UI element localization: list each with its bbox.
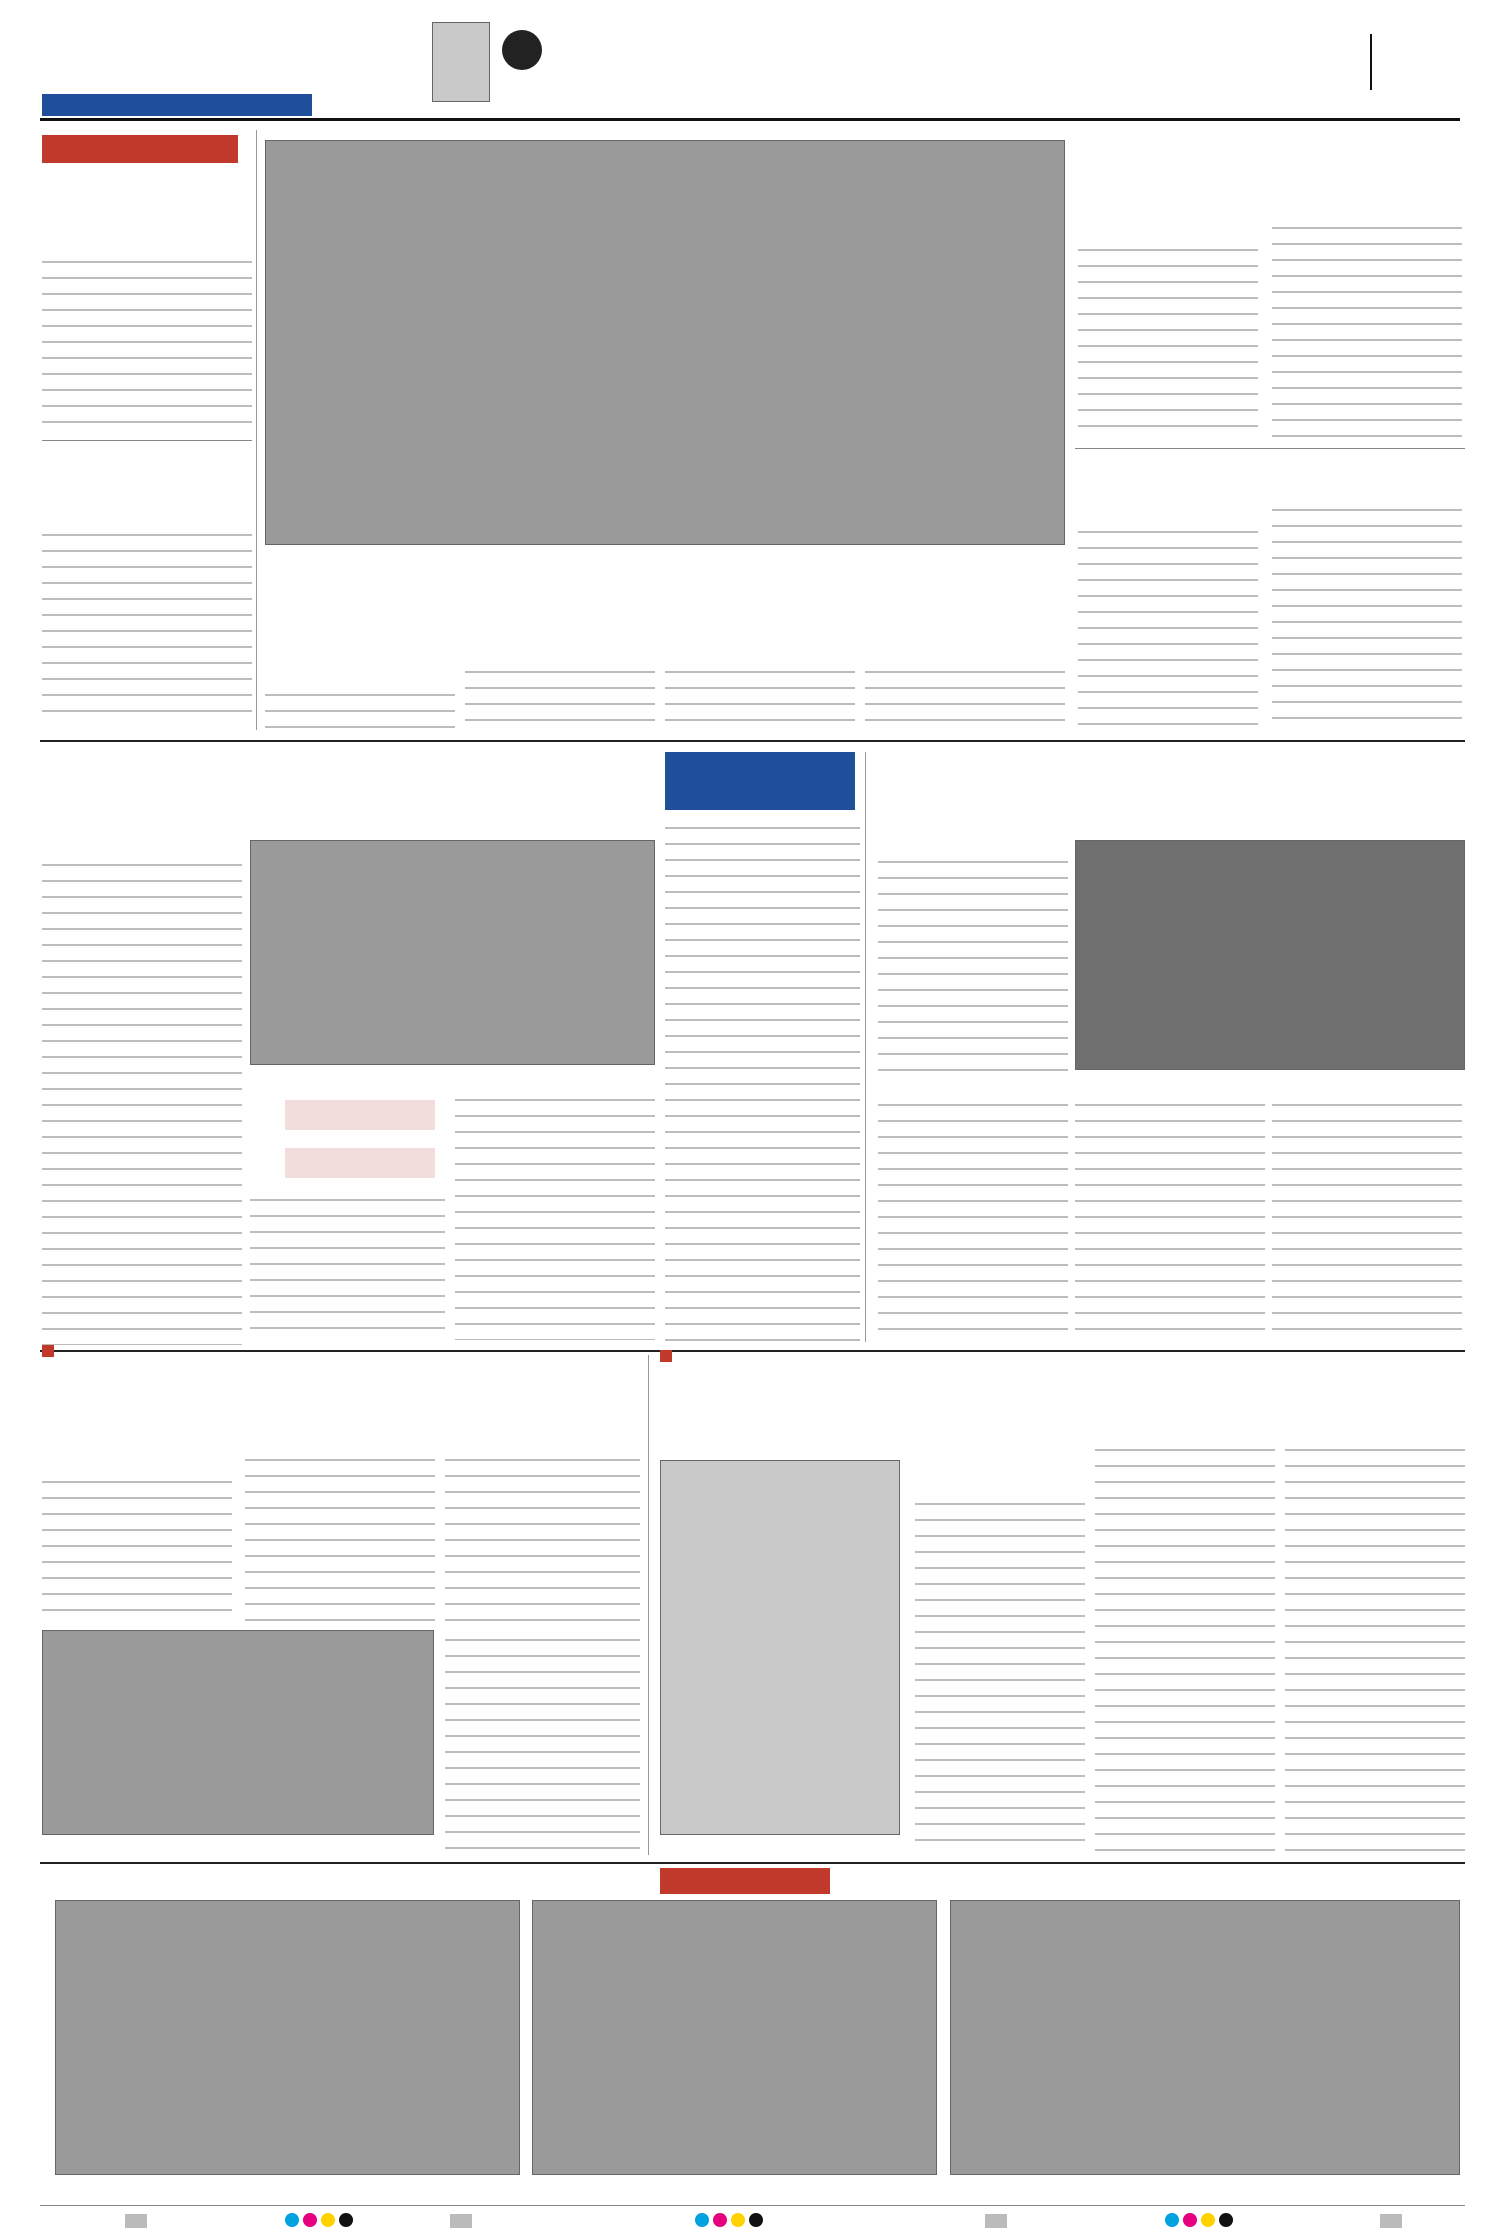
column-rule-3	[648, 1355, 649, 1855]
column-rule	[256, 130, 257, 730]
marathon-tag	[665, 752, 855, 810]
school-body-col1	[1078, 522, 1258, 730]
lead-body-col2	[465, 662, 655, 730]
cm-visit-body-col3	[455, 1090, 655, 1340]
masthead-rule	[40, 118, 1460, 121]
mela-meeting-photo	[42, 1630, 434, 1835]
magenta-mark	[1183, 2213, 1197, 2227]
cyan-mark	[695, 2213, 709, 2227]
brief-story2-body	[42, 525, 252, 720]
artist-body-col1	[915, 1494, 1085, 1854]
section-rule-2	[40, 1350, 1465, 1352]
artist-body-col2	[1095, 1440, 1275, 1854]
cm-visit-bulldozer-photo	[250, 840, 655, 1065]
housing-body-col2	[1272, 218, 1462, 440]
school-body-col2	[1272, 500, 1462, 730]
registration-block	[450, 2214, 472, 2228]
lead-body-col4	[865, 662, 1065, 730]
mela-body-col2	[245, 1450, 435, 1622]
registration-block	[985, 2214, 1007, 2228]
registration-marks	[285, 2213, 353, 2227]
registration-marks	[1165, 2213, 1233, 2227]
housing-body-col1	[1078, 240, 1258, 440]
brief-story1-body	[42, 252, 252, 432]
mela-body-col4	[445, 1630, 640, 1855]
mela-kicker-bullet	[42, 1345, 54, 1357]
registration-block	[1380, 2214, 1402, 2228]
black-mark	[339, 2213, 353, 2227]
yellow-mark	[731, 2213, 745, 2227]
waiting-hall-photo	[1075, 840, 1465, 1070]
black-mark	[749, 2213, 763, 2227]
yellow-mark	[1201, 2213, 1215, 2227]
photo-news-tag	[660, 1868, 830, 1894]
cm-visit-subitem-1	[285, 1100, 435, 1130]
dateline-bar	[42, 94, 312, 116]
housing-divider	[1075, 448, 1465, 449]
section-rule-3	[40, 1862, 1465, 1864]
cm-visit-subitem-2	[285, 1148, 435, 1178]
waiting-hall-body-col1	[878, 852, 1068, 1077]
photo-news-image-2	[532, 1900, 937, 2175]
waiting-hall-body-col4	[1272, 1095, 1462, 1340]
marathon-body	[665, 818, 860, 1343]
masthead-divider	[1370, 34, 1372, 90]
magenta-mark	[713, 2213, 727, 2227]
artist-kicker-bullet	[660, 1350, 672, 1362]
brief-divider	[42, 440, 252, 441]
waiting-hall-body-col2	[878, 1095, 1068, 1340]
waiting-hall-body-col3	[1075, 1095, 1265, 1340]
lead-body-col1	[265, 685, 455, 730]
photo-news-image-1	[55, 1900, 520, 2175]
artist-body-col3	[1285, 1440, 1465, 1854]
mela-body-col1	[42, 1472, 232, 1622]
mela-body-col3	[445, 1450, 640, 1622]
column-rule-2	[865, 752, 866, 1342]
quote-icon	[502, 30, 542, 70]
cm-visit-body-col2	[250, 1190, 445, 1340]
photo-news-image-3	[950, 1900, 1460, 2175]
registration-marks	[695, 2213, 763, 2227]
brief-tag	[42, 135, 238, 163]
cm-visit-body-col1	[42, 855, 242, 1345]
yellow-mark	[321, 2213, 335, 2227]
footer-rule	[40, 2205, 1465, 2206]
magenta-mark	[303, 2213, 317, 2227]
lead-body-col3	[665, 662, 855, 730]
cyan-mark	[285, 2213, 299, 2227]
saint-portrait	[432, 22, 490, 102]
section-rule-1	[40, 740, 1465, 742]
cyan-mark	[1165, 2213, 1179, 2227]
artist-portrait-photo	[660, 1460, 900, 1835]
lead-meeting-photo	[265, 140, 1065, 545]
registration-block	[125, 2214, 147, 2228]
black-mark	[1219, 2213, 1233, 2227]
